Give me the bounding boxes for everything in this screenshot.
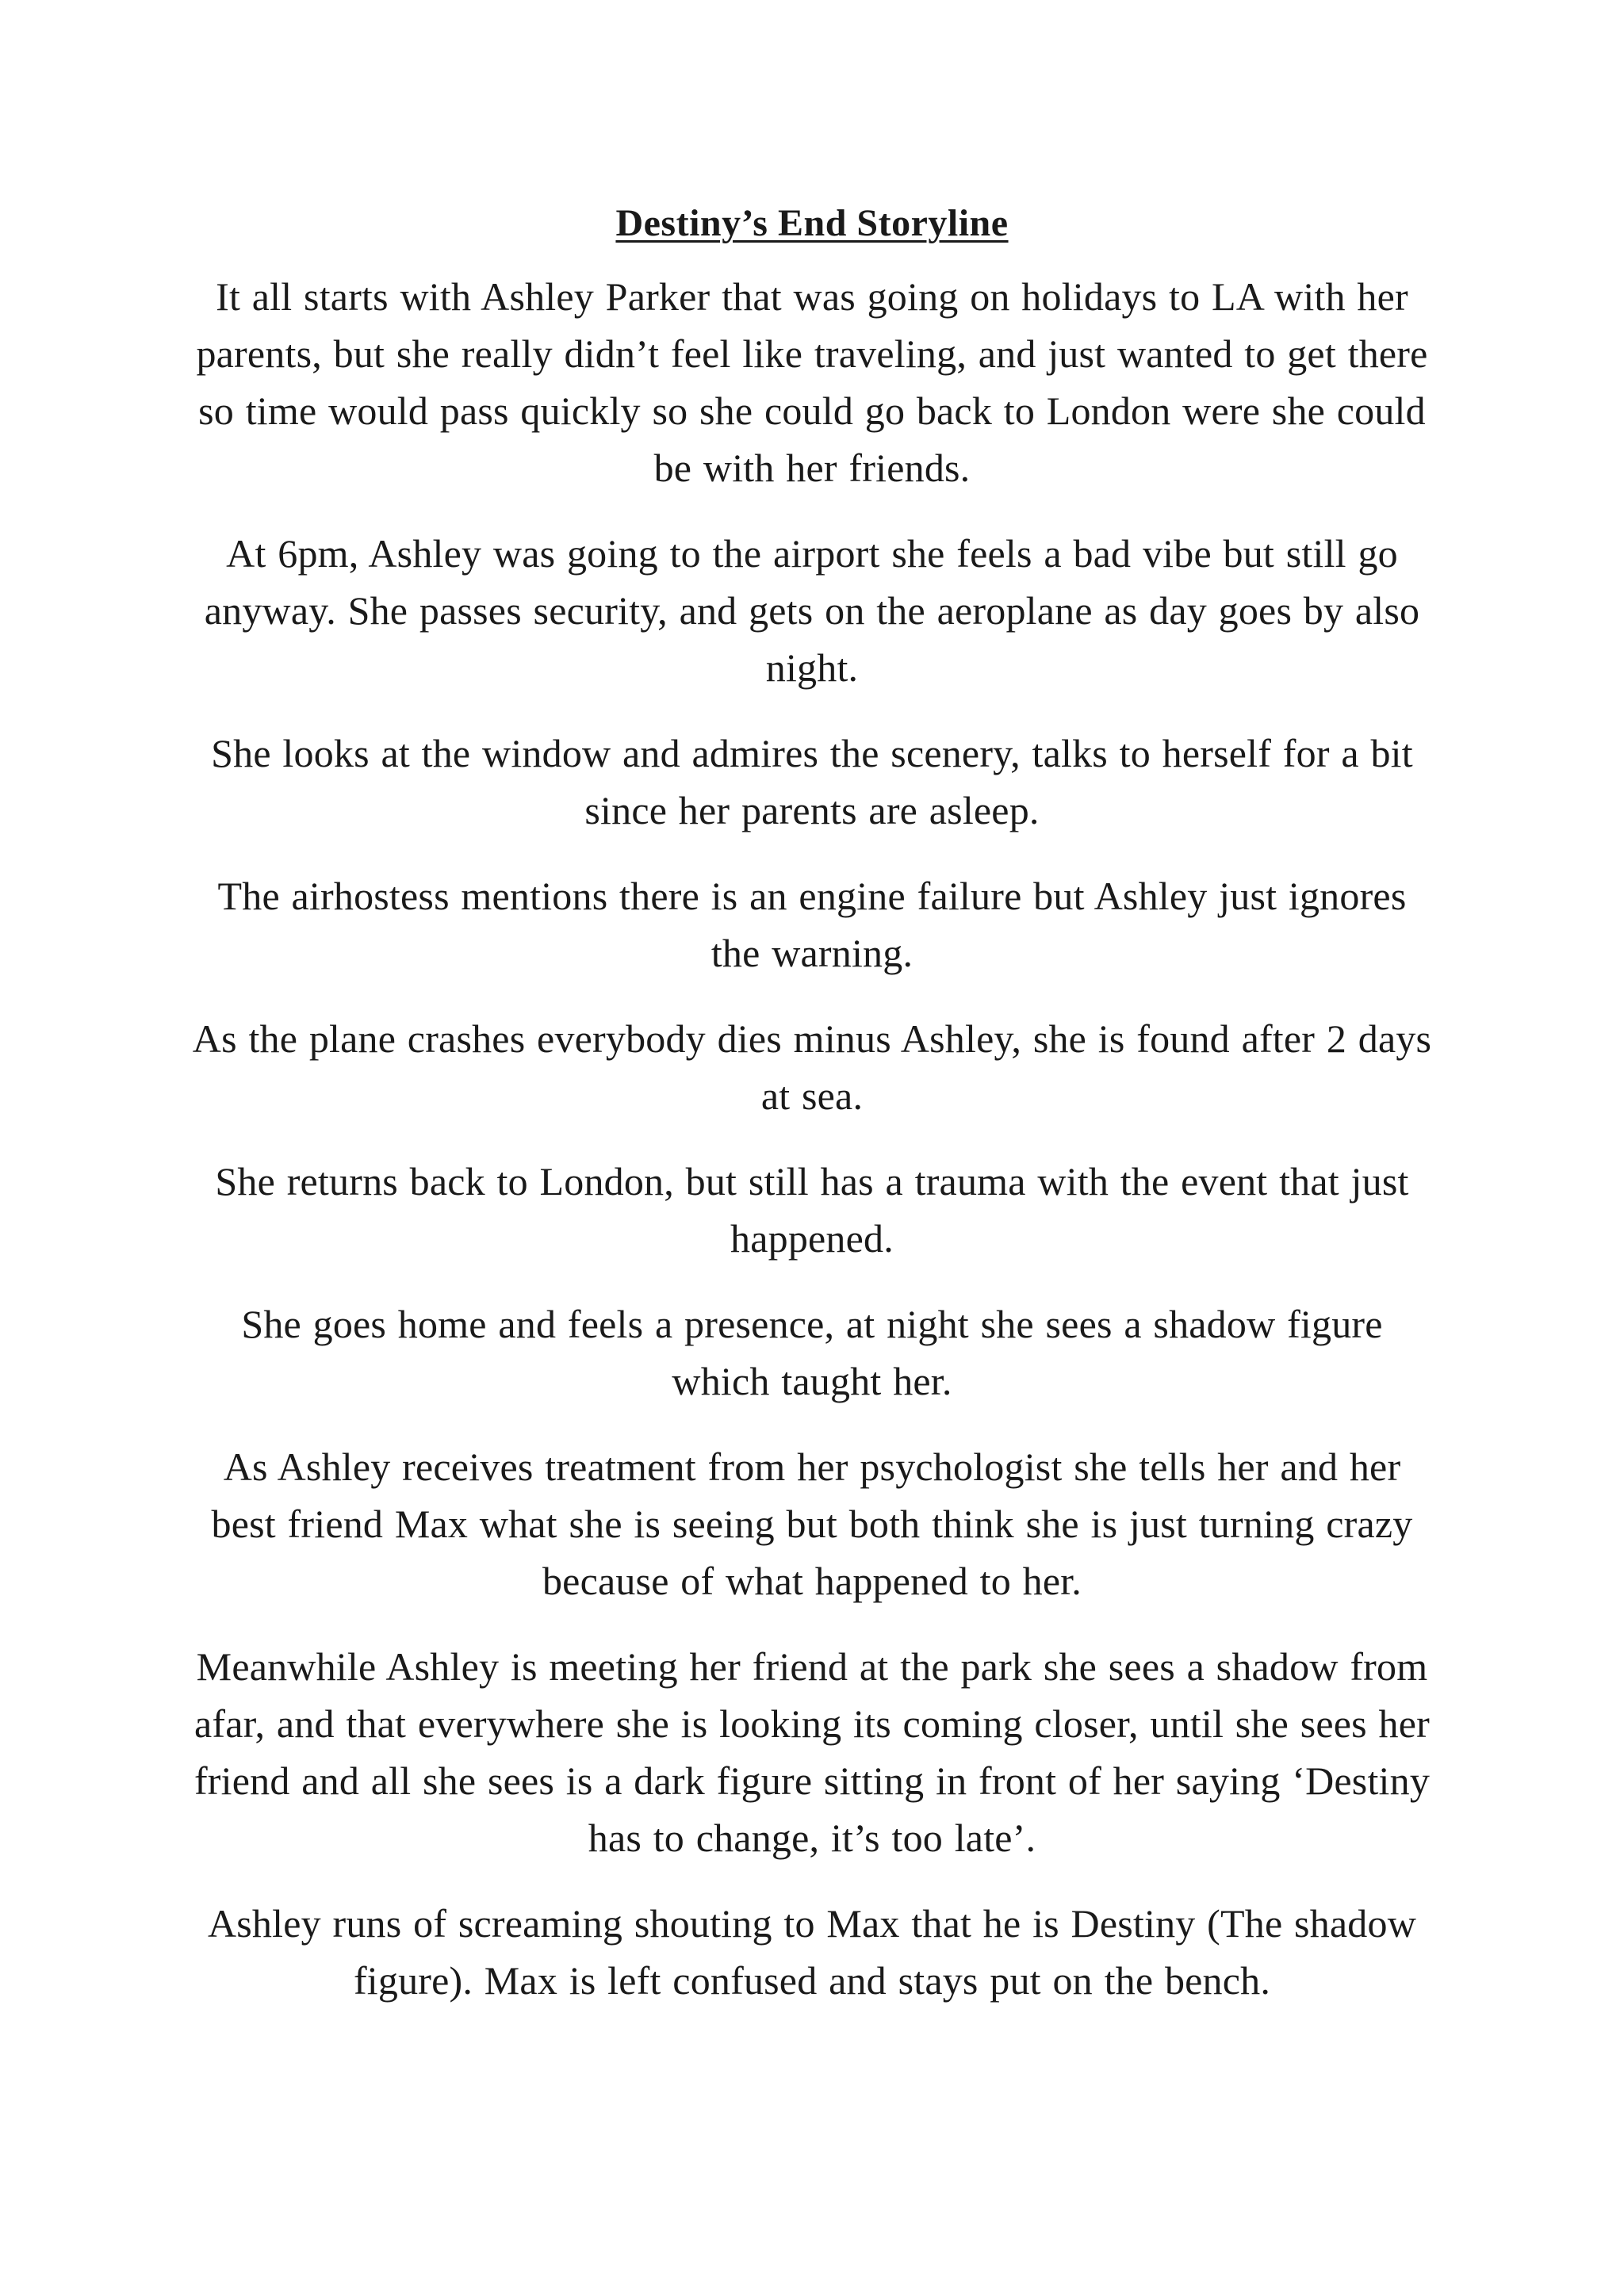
paragraph-4: The airhostess mentions there is an engine failure but Ashley just ignores the warning.	[217, 874, 1407, 975]
paragraph-2: At 6pm, Ashley was going to the airport she feels a bad vibe but still go anyway. She passes security, and gets on the aeroplane as day goes by also night.	[204, 531, 1420, 690]
paragraph-9: Meanwhile Ashley is meeting her friend at the park she sees a shadow from afar, and that everywhere she is looking its coming closer, until she sees her friend and all she sees is a dark figure sitting in front of her saying ‘Destiny has to change, it’s too late’.	[193, 1644, 1431, 1860]
paragraph-7: She goes home and feels a presence, at night she sees a shadow figure which taught her.	[241, 1302, 1383, 1403]
paragraph-5: As the plane crashes everybody dies minus Ashley, she is found after 2 days at sea.	[192, 1016, 1432, 1118]
paragraph-10: Ashley runs of screaming shouting to Max that he is Destiny (The shadow figure). Max is left confused and stays put on the bench.	[207, 1901, 1417, 2003]
paragraph-6: She returns back to London, but still has a trauma with the event that just happened.	[215, 1159, 1409, 1261]
paragraph-8: As Ashley receives treatment from her psychologist she tells her and her best friend Max what she is seeing but both think she is just turning crazy because of what happened to her.	[211, 1445, 1413, 1603]
paragraph-3: She looks at the window and admires the scenery, talks to herself for a bit since her parents are asleep.	[211, 731, 1413, 832]
paragraph-1: It all starts with Ashley Parker that was going on holidays to LA with her parents, but she really didn’t feel like traveling, and just wanted to get there so time would pass quickly so she could go back to London were she could be with her friends.	[196, 274, 1428, 490]
document-body	[190, 197, 1434, 2038]
document-title: Destiny’s End Storyline	[615, 202, 1009, 244]
